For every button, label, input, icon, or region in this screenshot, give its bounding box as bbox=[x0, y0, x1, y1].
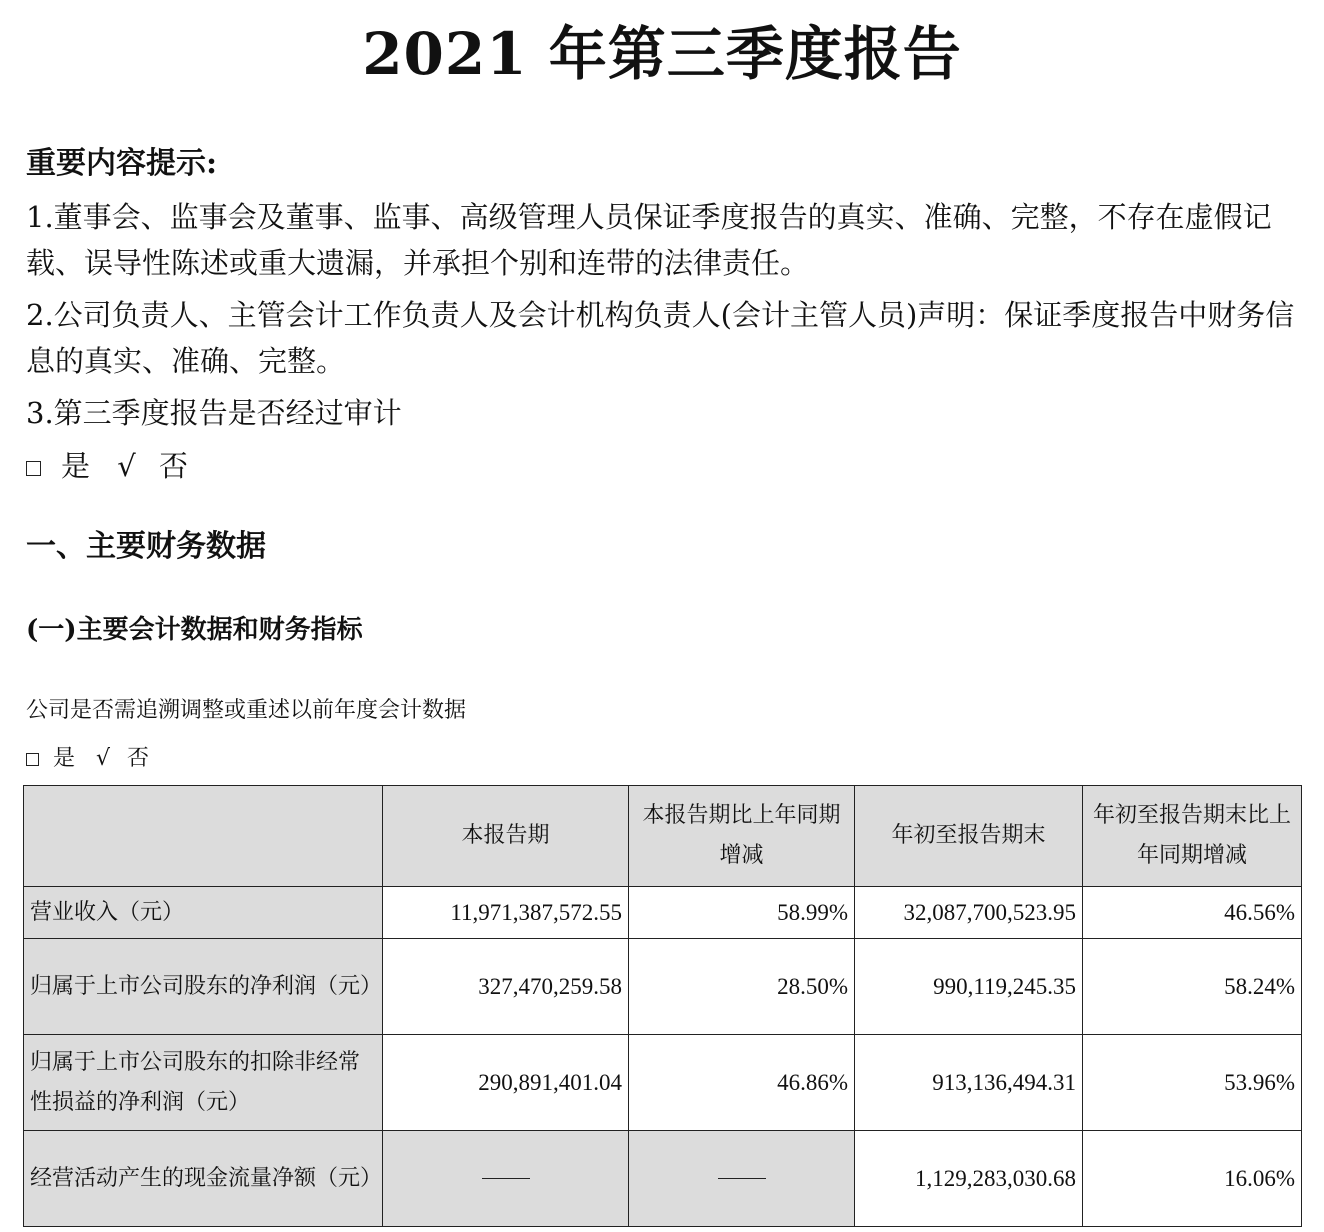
checkbox-empty-icon bbox=[26, 753, 39, 766]
cell-current-change: 28.50% bbox=[629, 939, 855, 1035]
check-mark-icon: √ bbox=[96, 746, 111, 771]
cell-current-change: 46.86% bbox=[629, 1035, 855, 1131]
dash-icon bbox=[482, 1178, 530, 1179]
important-item-2: 2.公司负责人、主管会计工作负责人及会计机构负责人(会计主管人员)声明：保证季度报告中财务信息的真实、准确、完整。 bbox=[26, 298, 1295, 378]
subsection-heading: (一)主要会计数据和财务指标 bbox=[26, 615, 363, 645]
cell-ytd-change: 58.24% bbox=[1083, 939, 1302, 1035]
audit-checkbox-row bbox=[26, 444, 188, 488]
row-label: 归属于上市公司股东的净利润（元） bbox=[24, 939, 383, 1035]
checkbox-empty-icon bbox=[26, 461, 41, 476]
cell-ytd: 32,087,700,523.95 bbox=[855, 887, 1083, 939]
report-title: 2021 年第三季度报告 bbox=[362, 20, 962, 88]
header-cell-ytd-change: 年初至报告期末比上年同期增减 bbox=[1083, 786, 1302, 887]
financial-data-table bbox=[23, 785, 1302, 1227]
cell-current-change: 58.99% bbox=[629, 887, 855, 939]
restate-checkbox-row bbox=[26, 742, 149, 776]
row-label: 营业收入（元） bbox=[24, 887, 383, 939]
header-cell-ytd: 年初至报告期末 bbox=[855, 786, 1083, 887]
restate-question: 公司是否需追溯调整或重述以前年度会计数据 bbox=[26, 698, 467, 723]
table-row bbox=[24, 1035, 1302, 1131]
table-row bbox=[24, 939, 1302, 1035]
row-label: 归属于上市公司股东的扣除非经常性损益的净利润（元） bbox=[24, 1035, 383, 1131]
cell-ytd-change: 46.56% bbox=[1083, 887, 1302, 939]
cell-ytd-change: 16.06% bbox=[1083, 1131, 1302, 1227]
cell-ytd-change: 53.96% bbox=[1083, 1035, 1302, 1131]
section-heading: 一、主要财务数据 bbox=[26, 529, 266, 564]
restate-no-label: 否 bbox=[127, 746, 150, 771]
cell-ytd: 1,129,283,030.68 bbox=[855, 1131, 1083, 1227]
cell-current: 327,470,259.58 bbox=[383, 939, 629, 1035]
check-mark-icon: √ bbox=[117, 449, 136, 483]
audit-no-label: 否 bbox=[158, 449, 188, 483]
header-cell-item bbox=[24, 786, 383, 887]
cell-current: 11,971,387,572.55 bbox=[383, 887, 629, 939]
table-row bbox=[24, 1131, 1302, 1227]
important-item-1: 1.董事会、监事会及董事、监事、高级管理人员保证季度报告的真实、准确、完整，不存在虚假记载、误导性陈述或重大遗漏，并承担个别和连带的法律责任。 bbox=[26, 200, 1272, 280]
header-cell-current-change: 本报告期比上年同期增减 bbox=[629, 786, 855, 887]
cell-ytd: 913,136,494.31 bbox=[855, 1035, 1083, 1131]
table-header-row bbox=[24, 786, 1302, 887]
cell-current: 290,891,401.04 bbox=[383, 1035, 629, 1131]
cell-current-change-empty bbox=[629, 1131, 855, 1227]
important-heading: 重要内容提示: bbox=[26, 146, 218, 181]
important-item-3: 3.第三季度报告是否经过审计 bbox=[26, 396, 402, 430]
cell-ytd: 990,119,245.35 bbox=[855, 939, 1083, 1035]
cell-current-empty bbox=[383, 1131, 629, 1227]
restate-yes-label: 是 bbox=[53, 746, 76, 771]
header-cell-current: 本报告期 bbox=[383, 786, 629, 887]
table-row bbox=[24, 887, 1302, 939]
dash-icon bbox=[718, 1178, 766, 1179]
row-label: 经营活动产生的现金流量净额（元） bbox=[24, 1131, 383, 1227]
audit-yes-label: 是 bbox=[61, 449, 91, 483]
